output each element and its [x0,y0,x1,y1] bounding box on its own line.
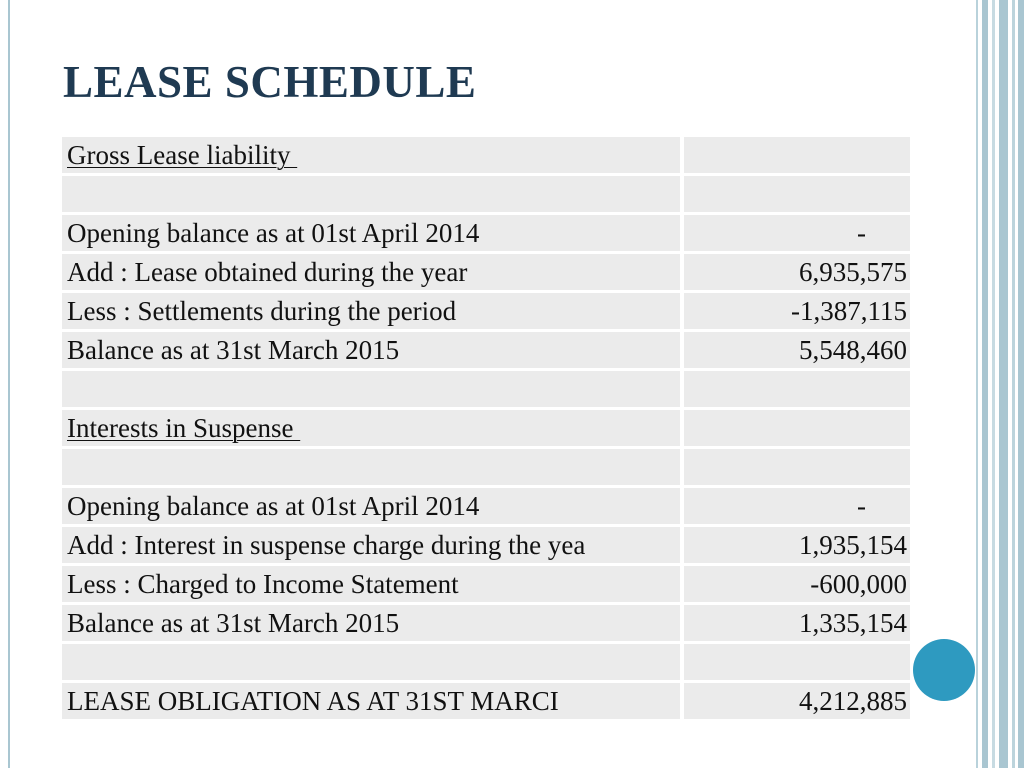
section-heading: Interests in Suspense [67,413,301,443]
frame-stripe [1018,0,1024,768]
row-value-cell: 6,935,575 [684,254,910,290]
row-label-cell: Less : Settlements during the period [62,293,680,329]
right-frame-stripes [976,0,1024,768]
row-label-cell [62,371,680,407]
row-label-cell: Balance as at 31st March 2015 [62,332,680,368]
table-row [62,566,910,602]
row-value-cell: -600,000 [684,566,910,602]
row-label-cell [62,176,680,212]
table-row [62,605,910,641]
row-label-cell: Balance as at 31st March 2015 [62,605,680,641]
section-heading-row [62,410,910,446]
lease-schedule-table [62,137,910,722]
table-row [62,254,910,290]
row-label-cell [62,644,680,680]
frame-stripe [982,0,988,768]
row-label-cell: Add : Interest in suspense charge during the yea [62,527,680,563]
row-value-cell [684,371,910,407]
table-row [62,215,910,251]
table-row [62,293,910,329]
row-label-cell: Add : Lease obtained during the year [62,254,680,290]
blank-row [62,644,910,680]
row-label-cell: Less : Charged to Income Statement [62,566,680,602]
row-value-cell: 1,335,154 [684,605,910,641]
row-value-cell: 5,548,460 [684,332,910,368]
row-value-cell [684,176,910,212]
row-value-cell: -1,387,115 [684,293,910,329]
row-label-cell: LEASE OBLIGATION AS AT 31ST MARCI [62,683,680,719]
row-label-cell [62,410,680,446]
row-value-cell: 1,935,154 [684,527,910,563]
row-value-cell: - [684,488,910,524]
blank-row [62,176,910,212]
table-row [62,332,910,368]
row-label-cell [62,449,680,485]
slide-title: LEASE SCHEDULE [63,57,477,107]
frame-stripe [992,0,995,768]
row-value-cell [684,449,910,485]
frame-stripe [976,0,978,768]
blank-row [62,371,910,407]
table-row [62,527,910,563]
row-value-cell [684,137,910,173]
row-label-cell: Opening balance as at 01st April 2014 [62,488,680,524]
row-value-cell: - [684,215,910,251]
left-frame-rule [8,0,10,768]
blank-row [62,449,910,485]
row-label-cell: Opening balance as at 01st April 2014 [62,215,680,251]
row-value-cell [684,410,910,446]
row-value-cell [684,644,910,680]
row-value-cell: 4,212,885 [684,683,910,719]
section-heading: Gross Lease liability [67,140,298,170]
row-label-cell [62,137,680,173]
total-row [62,683,910,719]
section-heading-row [62,137,910,173]
slide-nav-circle-button[interactable] [913,639,975,701]
table-row [62,488,910,524]
frame-stripe [999,0,1008,768]
frame-stripe [1012,0,1015,768]
